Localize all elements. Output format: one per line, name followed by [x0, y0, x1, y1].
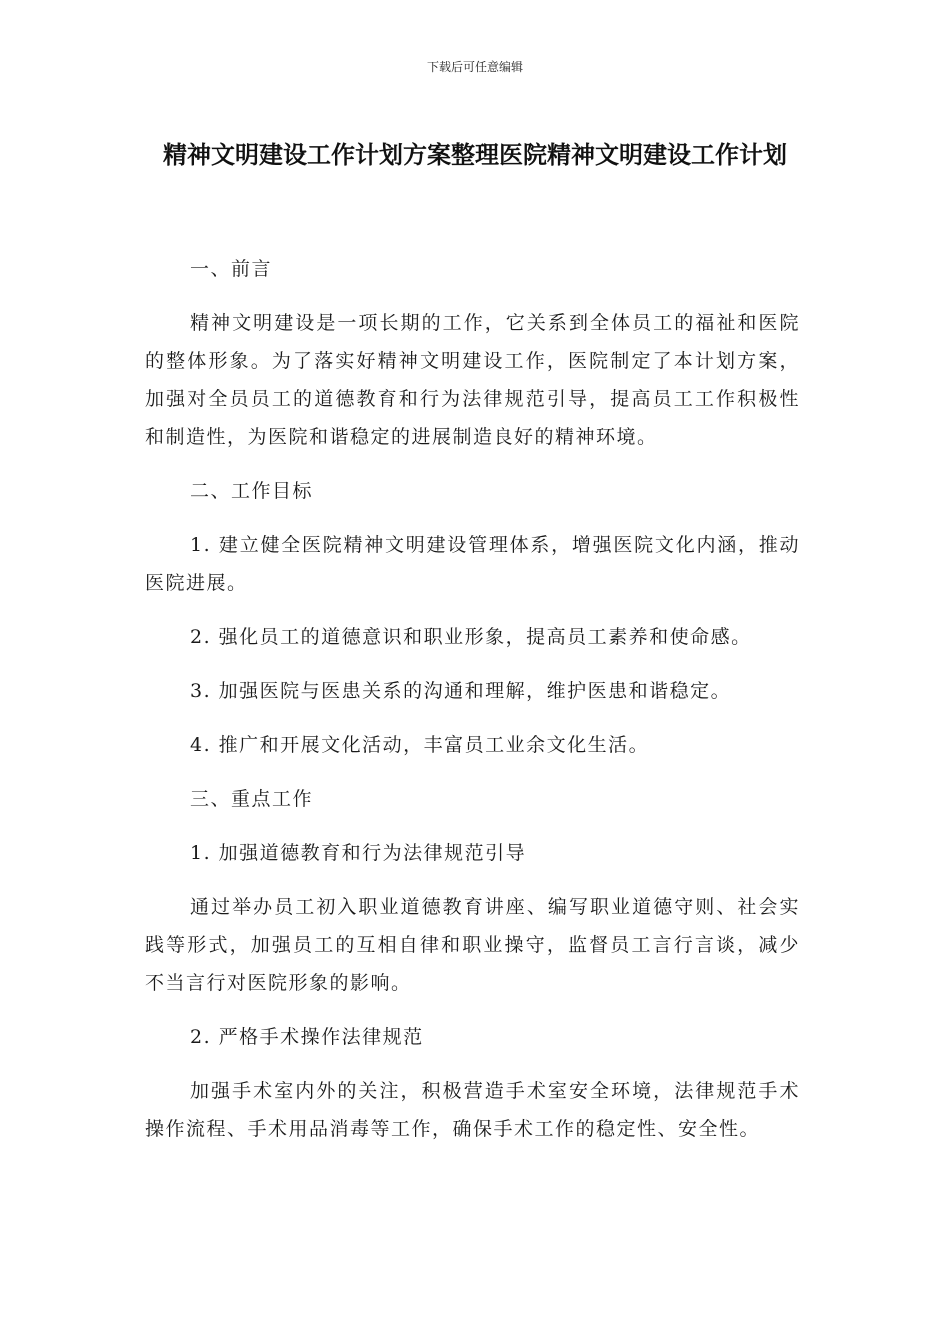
document-body: [145, 250, 800, 1164]
paragraph: 精神文明建设是一项长期的工作，它关系到全体员工的福祉和医院的整体形象。为了落实好精神文明建设工作，医院制定了本计划方案，加强对全员员工的道德教育和行为法律规范引导，提高员工工作积极性和制造性，为医院和谐稳定的进展制造良好的精神环境。: [145, 312, 800, 448]
paragraph: 通过举办员工初入职业道德教育讲座、编写职业道德守则、社会实践等形式，加强员工的互相自律和职业操守，监督员工言行言谈，减少不当言行对医院形象的影响。: [145, 896, 800, 994]
document-title: 精神文明建设工作计划方案整理医院精神文明建设工作计划: [163, 141, 787, 169]
section-heading-key-work: 三、重点工作: [190, 788, 314, 810]
section-heading-preface: 一、前言: [190, 258, 273, 280]
subheading: 1. 加强道德教育和行为法律规范引导: [190, 842, 527, 864]
paragraph: 加强手术室内外的关注，积极营造手术室安全环境，法律规范手术操作流程、手术用品消毒等工作，确保手术工作的稳定性、安全性。: [145, 1080, 800, 1140]
list-item: 2. 强化员工的道德意识和职业形象，提高员工素养和使命感。: [190, 626, 752, 648]
section-heading-goals: 二、工作目标: [190, 480, 314, 502]
subheading: 2. 严格手术操作法律规范: [190, 1026, 424, 1048]
header-note: 下载后可任意编辑: [426, 60, 523, 74]
list-item: 1. 建立健全医院精神文明建设管理体系，增强医院文化内涵，推动医院进展。: [145, 534, 800, 594]
list-item: 4. 推广和开展文化活动，丰富员工业余文化生活。: [190, 734, 650, 756]
list-item: 3. 加强医院与医患关系的沟通和理解，维护医患和谐稳定。: [190, 680, 732, 702]
